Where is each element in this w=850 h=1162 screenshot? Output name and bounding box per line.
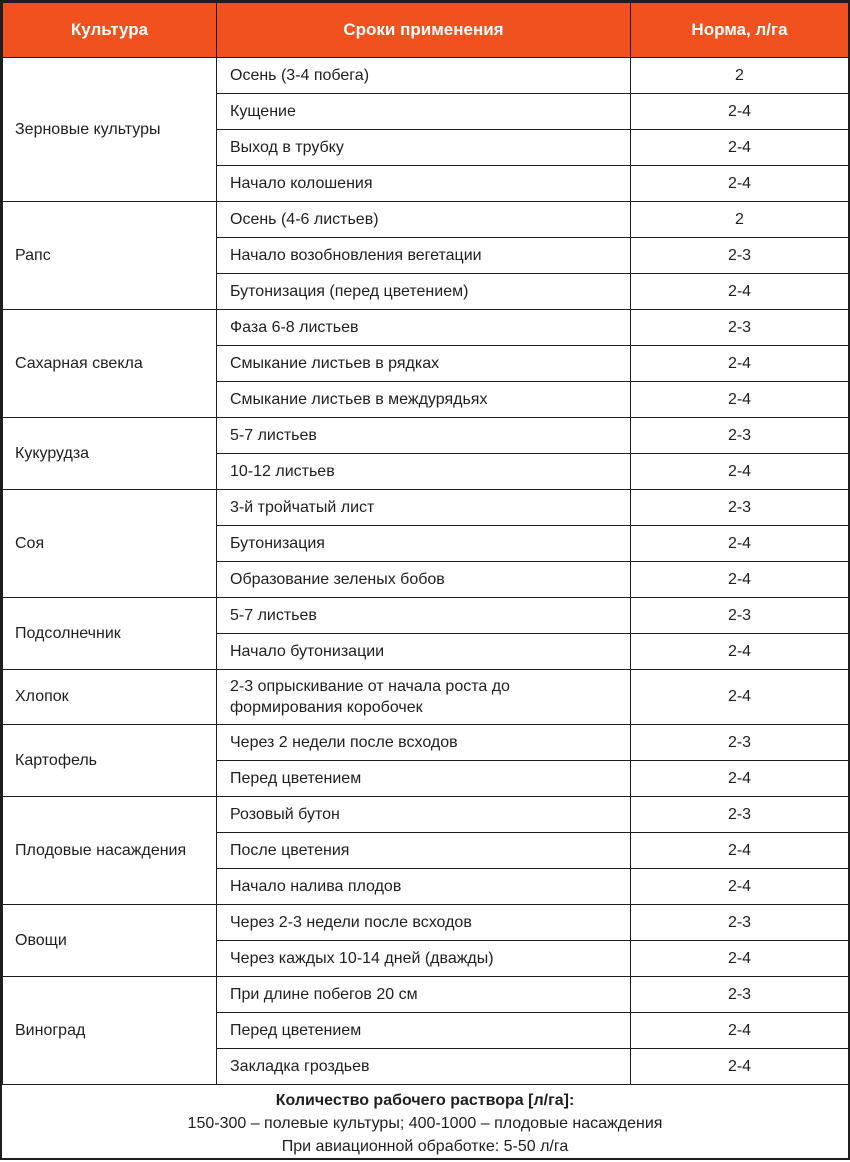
- timing-cell: Кущение: [217, 94, 631, 130]
- rate-cell: 2-3: [631, 598, 849, 634]
- timing-cell: Через каждых 10-14 дней (дважды): [217, 941, 631, 977]
- timing-cell: Осень (3-4 побега): [217, 58, 631, 94]
- crop-cell: Овощи: [3, 905, 217, 977]
- rate-cell: 2-4: [631, 526, 849, 562]
- rate-cell: 2-4: [631, 454, 849, 490]
- footer-line-2: 150-300 – полевые культуры; 400-1000 – плодовые насаждения: [187, 1115, 663, 1132]
- table-row: [3, 670, 849, 725]
- rate-cell: 2: [631, 58, 849, 94]
- timing-cell: Осень (4-6 листьев): [217, 202, 631, 238]
- rate-cell: 2-3: [631, 310, 849, 346]
- rates-table: [2, 2, 849, 1085]
- rate-cell: 2-4: [631, 382, 849, 418]
- timing-cell: Розовый бутон: [217, 797, 631, 833]
- crop-cell: Картофель: [3, 725, 217, 797]
- rate-cell: 2-4: [631, 130, 849, 166]
- timing-cell: При длине побегов 20 см: [217, 977, 631, 1013]
- table-row: [3, 977, 849, 1013]
- table-row: [3, 905, 849, 941]
- footer-line-3: При авиационной обработке: 5-50 л/га: [281, 1138, 569, 1155]
- timing-cell: 5-7 листьев: [217, 418, 631, 454]
- timing-cell: После цветения: [217, 833, 631, 869]
- timing-cell: 2-3 опрыскивание от начала роста до формирования коробочек: [217, 670, 631, 725]
- table-row: [3, 797, 849, 833]
- timing-cell: Образование зеленых бобов: [217, 562, 631, 598]
- rate-cell: 2-3: [631, 977, 849, 1013]
- timing-cell: Через 2 недели после всходов: [217, 725, 631, 761]
- crop-cell: Кукурудза: [3, 418, 217, 490]
- timing-cell: 3-й тройчатый лист: [217, 490, 631, 526]
- timing-cell: 10-12 листьев: [217, 454, 631, 490]
- rate-cell: 2-4: [631, 670, 849, 725]
- crop-cell: Хлопок: [3, 670, 217, 725]
- footer-note: [2, 1085, 848, 1162]
- table-row: [3, 202, 849, 238]
- table-row: [3, 58, 849, 94]
- table-row: [3, 598, 849, 634]
- rate-cell: 2-4: [631, 869, 849, 905]
- rate-cell: 2-4: [631, 941, 849, 977]
- rate-cell: 2: [631, 202, 849, 238]
- crop-cell: Сахарная свекла: [3, 310, 217, 418]
- rate-cell: 2-3: [631, 238, 849, 274]
- timing-cell: Через 2-3 недели после всходов: [217, 905, 631, 941]
- timing-cell: Закладка гроздьев: [217, 1049, 631, 1085]
- rate-cell: 2-4: [631, 94, 849, 130]
- rate-cell: 2-3: [631, 905, 849, 941]
- header-row: [3, 3, 849, 58]
- crop-cell: Виноград: [3, 977, 217, 1085]
- timing-cell: Выход в трубку: [217, 130, 631, 166]
- rate-cell: 2-3: [631, 418, 849, 454]
- rate-cell: 2-3: [631, 725, 849, 761]
- timing-cell: 5-7 листьев: [217, 598, 631, 634]
- crop-cell: Подсолнечник: [3, 598, 217, 670]
- rate-cell: 2-4: [631, 166, 849, 202]
- crop-cell: Рапс: [3, 202, 217, 310]
- table-row: [3, 725, 849, 761]
- rate-cell: 2-3: [631, 797, 849, 833]
- timing-cell: Фаза 6-8 листьев: [217, 310, 631, 346]
- rate-cell: 2-3: [631, 490, 849, 526]
- table-row: [3, 310, 849, 346]
- timing-cell: Бутонизация (перед цветением): [217, 274, 631, 310]
- crop-cell: Зерновые культуры: [3, 58, 217, 202]
- timing-cell: Начало бутонизации: [217, 634, 631, 670]
- rate-cell: 2-4: [631, 562, 849, 598]
- table-row: [3, 418, 849, 454]
- crop-cell: Плодовые насаждения: [3, 797, 217, 905]
- col-header-timing: Сроки применения: [217, 3, 631, 58]
- timing-cell: Смыкание листьев в рядках: [217, 346, 631, 382]
- table-row: [3, 490, 849, 526]
- col-header-rate: Норма, л/га: [631, 3, 849, 58]
- timing-cell: Перед цветением: [217, 1013, 631, 1049]
- rate-cell: 2-4: [631, 1049, 849, 1085]
- rate-cell: 2-4: [631, 634, 849, 670]
- col-header-crop: Культура: [3, 3, 217, 58]
- timing-cell: Бутонизация: [217, 526, 631, 562]
- timing-cell: Начало колошения: [217, 166, 631, 202]
- timing-cell: Начало налива плодов: [217, 869, 631, 905]
- timing-cell: Начало возобновления вегетации: [217, 238, 631, 274]
- timing-cell: Смыкание листьев в междурядьях: [217, 382, 631, 418]
- footer-title: Количество рабочего раствора [л/га]:: [275, 1092, 575, 1109]
- rate-cell: 2-4: [631, 274, 849, 310]
- rate-cell: 2-4: [631, 833, 849, 869]
- rate-cell: 2-4: [631, 761, 849, 797]
- timing-cell: Перед цветением: [217, 761, 631, 797]
- rate-cell: 2-4: [631, 1013, 849, 1049]
- crop-cell: Соя: [3, 490, 217, 598]
- rate-cell: 2-4: [631, 346, 849, 382]
